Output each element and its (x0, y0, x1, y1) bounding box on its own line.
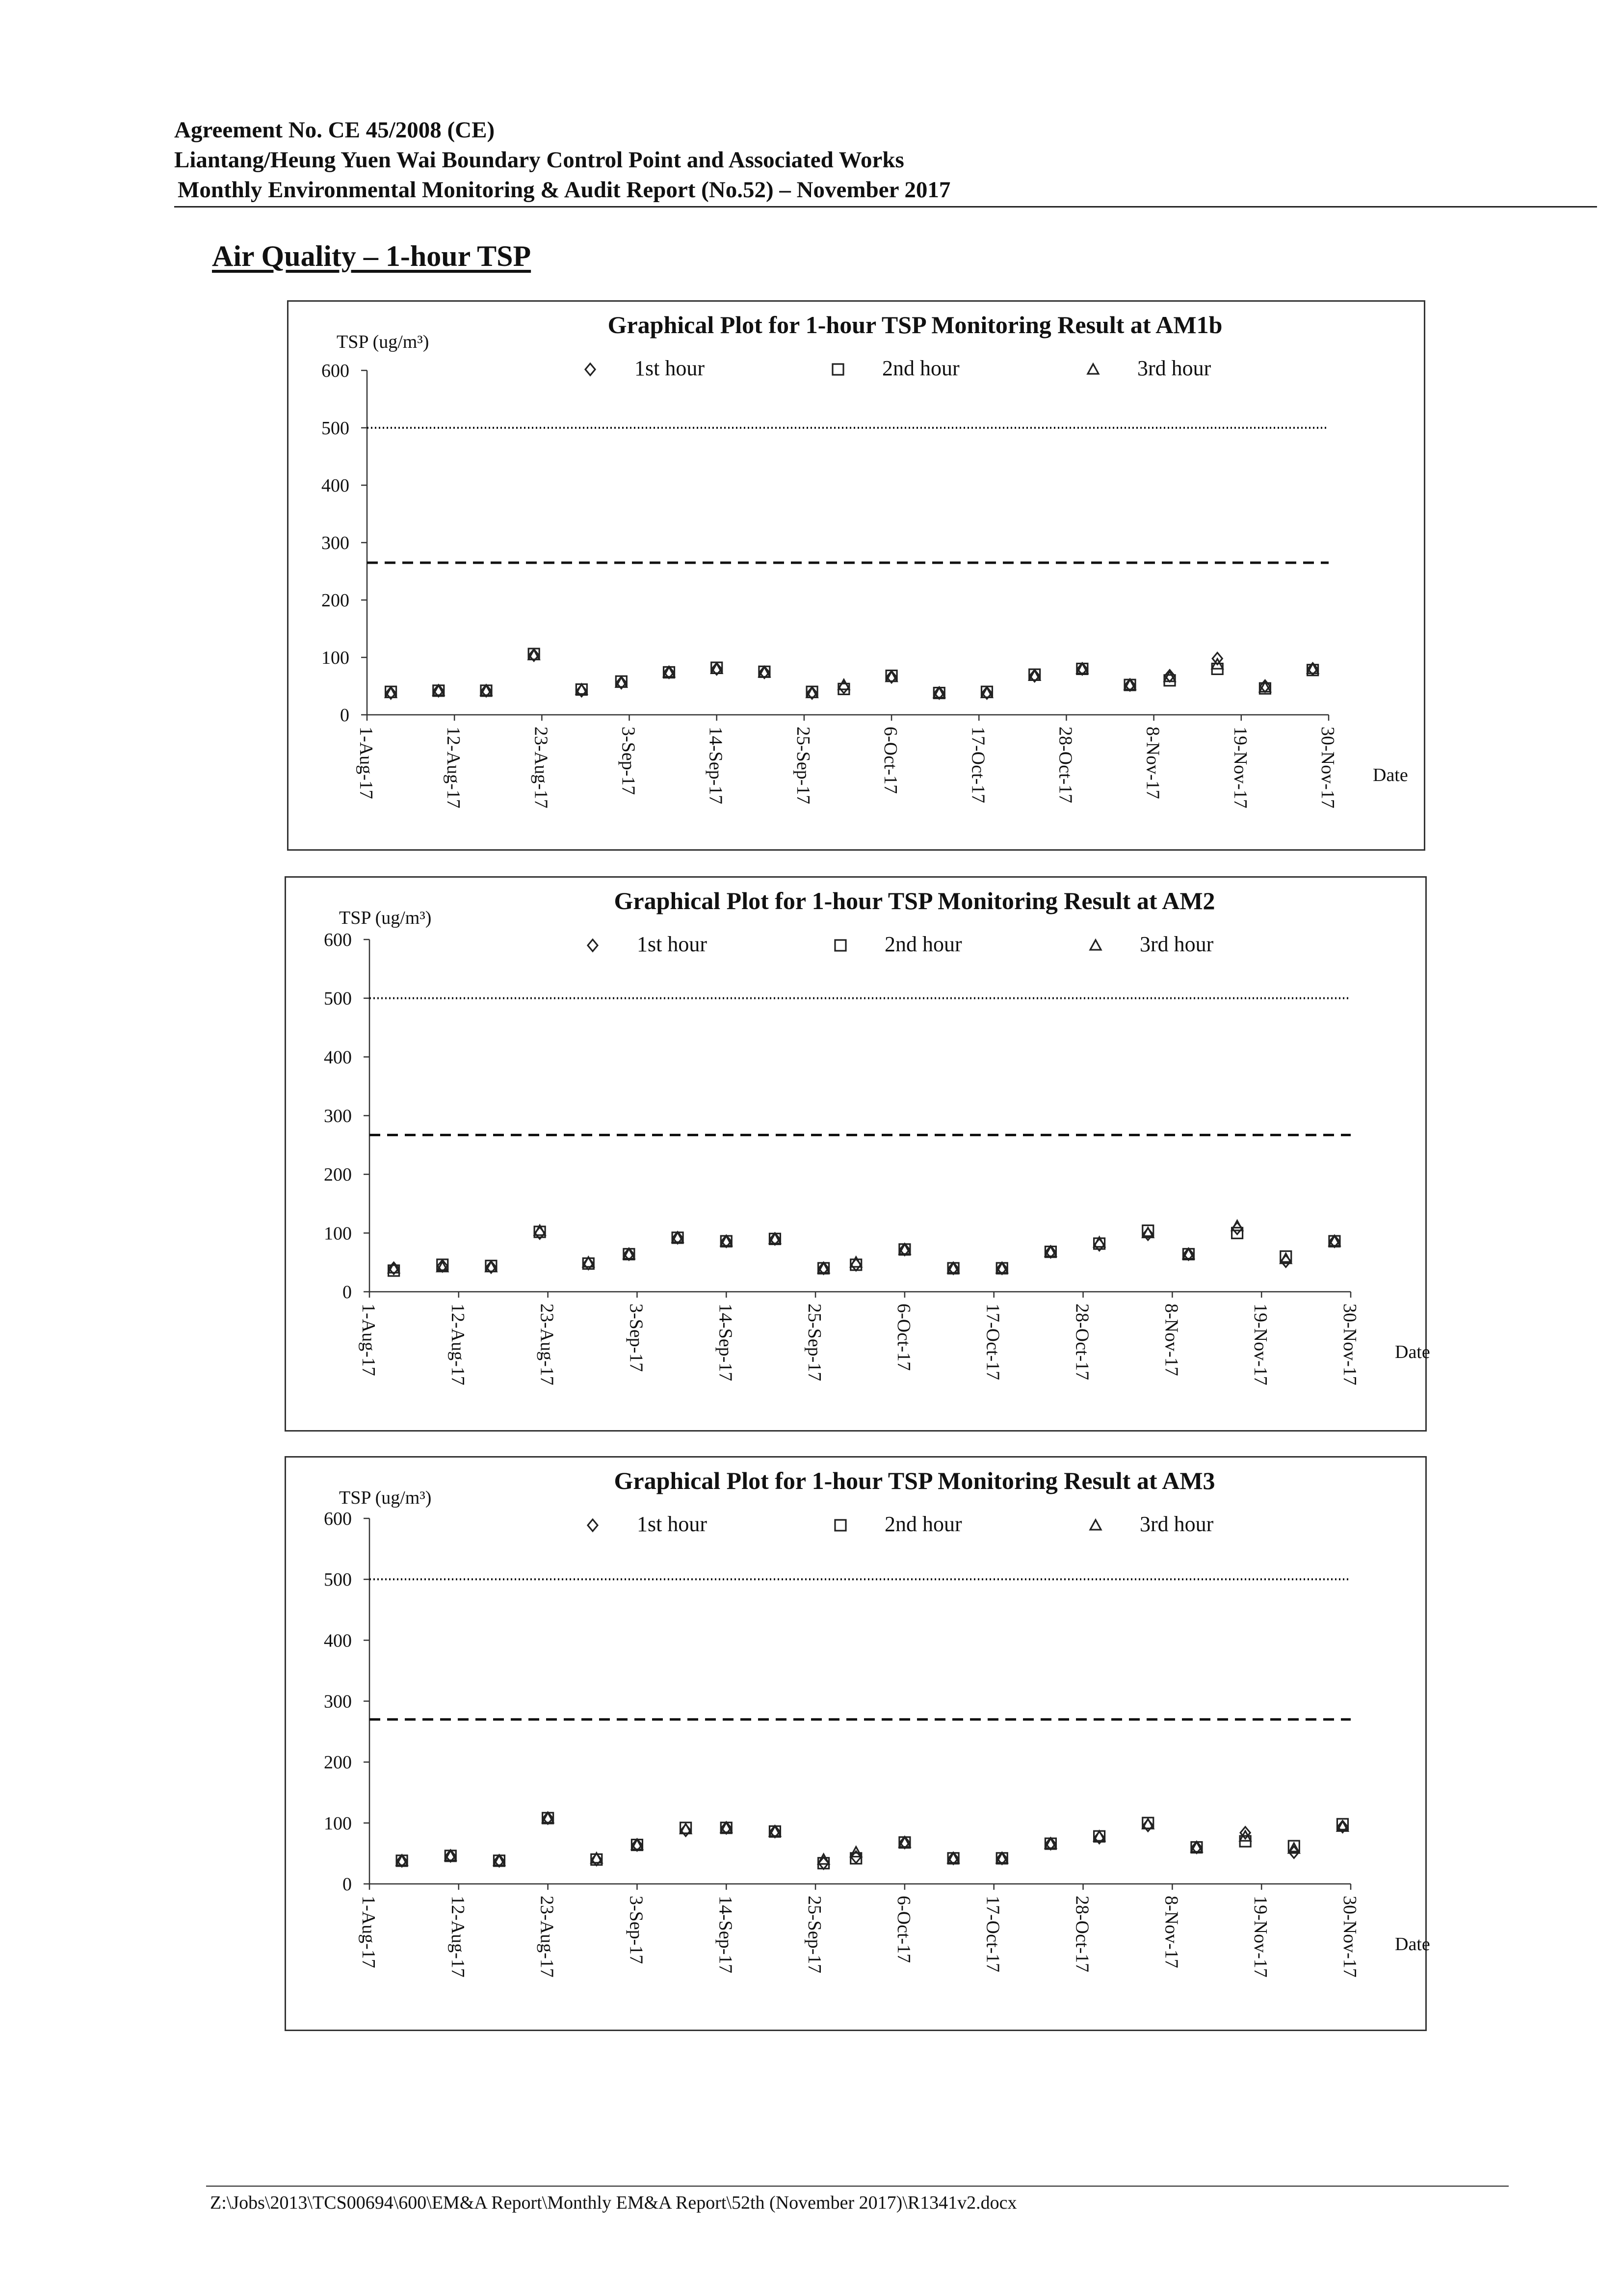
legend-label: 3rd hour (1140, 1512, 1214, 1536)
x-tick-label: 23-Aug-17 (536, 1896, 557, 1978)
x-tick-label: 6-Oct-17 (893, 1304, 914, 1371)
x-tick-label: 3-Sep-17 (626, 1896, 647, 1964)
chart-am3 (286, 1458, 1430, 2030)
x-axis-label: Date (1395, 1342, 1430, 1362)
x-tick-label: 14-Sep-17 (715, 1304, 736, 1382)
x-tick-label: 19-Nov-17 (1250, 1896, 1271, 1978)
data-point-triangle (818, 1854, 829, 1864)
y-tick-label: 400 (324, 1047, 352, 1068)
x-tick-label: 25-Sep-17 (804, 1896, 825, 1974)
y-tick-label: 200 (324, 1752, 352, 1773)
x-tick-label: 25-Sep-17 (804, 1304, 825, 1382)
legend-diamond-icon (588, 1519, 598, 1531)
legend-triangle-icon (1090, 940, 1101, 950)
legend-triangle-icon (1090, 1520, 1101, 1530)
y-tick-label: 300 (324, 1106, 352, 1126)
x-tick-label: 19-Nov-17 (1250, 1304, 1271, 1385)
x-tick-label: 3-Sep-17 (626, 1304, 647, 1372)
x-tick-label: 6-Oct-17 (880, 727, 901, 794)
legend-triangle-icon (1088, 364, 1099, 374)
x-tick-label: 1-Aug-17 (358, 1304, 379, 1376)
x-tick-label: 1-Aug-17 (356, 727, 376, 799)
x-tick-label: 8-Nov-17 (1142, 727, 1163, 799)
y-axis-label: TSP (ug/m³) (339, 908, 432, 928)
data-point-triangle (838, 679, 849, 689)
footer-file-path: Z:\Jobs\2013\TCS00694\600\EM&A Report\Monthly EM&A Report\52th (November 2017)\R1341v2.docx (210, 2192, 1017, 2213)
x-axis-label: Date (1395, 1934, 1430, 1955)
footer-rule (206, 2186, 1509, 2187)
chart-title: Graphical Plot for 1-hour TSP Monitoring Result at AM3 (614, 1467, 1215, 1494)
x-tick-label: 28-Oct-17 (1072, 1896, 1093, 1973)
legend-label: 2nd hour (885, 932, 962, 956)
chart-panel-am2 (285, 876, 1430, 1432)
x-tick-label: 25-Sep-17 (792, 727, 813, 805)
y-tick-label: 100 (324, 1813, 352, 1834)
report-line: Monthly Environmental Monitoring & Audit Report (No.52) – November 2017 (178, 177, 951, 203)
legend-label: 1st hour (637, 1512, 707, 1536)
y-tick-label: 0 (340, 705, 349, 726)
x-tick-label: 30-Nov-17 (1339, 1304, 1360, 1385)
y-tick-label: 500 (324, 1569, 352, 1591)
y-axis-label: TSP (ug/m³) (339, 1487, 432, 1508)
header-rule (174, 206, 1597, 208)
legend-label: 1st hour (637, 932, 707, 956)
legend-square-icon (833, 364, 843, 375)
y-tick-label: 200 (321, 590, 349, 611)
legend-label: 2nd hour (882, 356, 960, 380)
legend-label: 1st hour (634, 356, 705, 380)
x-tick-label: 1-Aug-17 (358, 1896, 379, 1968)
x-tick-label: 17-Oct-17 (982, 1304, 1003, 1381)
chart-title: Graphical Plot for 1-hour TSP Monitoring Result at AM2 (614, 887, 1215, 914)
project-line: Liantang/Heung Yuen Wai Boundary Control Point and Associated Works (174, 147, 904, 173)
x-tick-label: 14-Sep-17 (705, 727, 726, 805)
y-tick-label: 400 (324, 1630, 352, 1651)
x-tick-label: 14-Sep-17 (715, 1896, 736, 1974)
chart-title: Graphical Plot for 1-hour TSP Monitoring Result at AM1b (607, 311, 1223, 339)
y-tick-label: 600 (321, 361, 349, 381)
section-title: Air Quality – 1-hour TSP (212, 240, 531, 272)
y-axis-label: TSP (ug/m³) (337, 332, 429, 352)
x-tick-label: 23-Aug-17 (530, 727, 551, 809)
chart-am1b (288, 302, 1424, 849)
legend-label: 2nd hour (885, 1512, 962, 1536)
y-tick-label: 600 (324, 1509, 352, 1529)
y-tick-label: 100 (321, 648, 349, 668)
x-tick-label: 8-Nov-17 (1161, 1304, 1182, 1376)
x-tick-label: 30-Nov-17 (1339, 1896, 1360, 1978)
chart-am2 (286, 878, 1430, 1430)
x-tick-label: 12-Aug-17 (443, 727, 464, 809)
x-tick-label: 28-Oct-17 (1055, 727, 1076, 804)
agreement-line: Agreement No. CE 45/2008 (CE) (174, 117, 495, 143)
y-tick-label: 300 (324, 1691, 352, 1712)
legend-diamond-icon (585, 364, 595, 375)
chart-panel-am3 (285, 1456, 1430, 2031)
x-tick-label: 30-Nov-17 (1317, 727, 1338, 809)
x-tick-label: 8-Nov-17 (1161, 1896, 1182, 1968)
x-tick-label: 12-Aug-17 (447, 1304, 468, 1385)
x-tick-label: 12-Aug-17 (447, 1896, 468, 1978)
y-tick-label: 400 (321, 475, 349, 496)
legend-label: 3rd hour (1140, 932, 1214, 956)
x-tick-label: 3-Sep-17 (618, 727, 639, 795)
x-tick-label: 6-Oct-17 (893, 1896, 914, 1963)
x-tick-label: 17-Oct-17 (968, 727, 989, 804)
data-point-triangle (851, 1257, 862, 1267)
x-tick-label: 28-Oct-17 (1072, 1304, 1093, 1381)
y-tick-label: 0 (342, 1874, 352, 1895)
y-tick-label: 500 (324, 988, 352, 1009)
legend-square-icon (835, 940, 846, 951)
chart-panel-am1b (287, 300, 1425, 851)
y-tick-label: 100 (324, 1223, 352, 1244)
y-tick-label: 0 (342, 1282, 352, 1303)
x-tick-label: 17-Oct-17 (982, 1896, 1003, 1973)
y-tick-label: 600 (324, 930, 352, 950)
legend-square-icon (835, 1520, 846, 1531)
y-tick-label: 200 (324, 1164, 352, 1185)
x-tick-label: 19-Nov-17 (1230, 727, 1251, 809)
legend-label: 3rd hour (1137, 356, 1211, 380)
data-point-triangle (1232, 1221, 1243, 1230)
x-tick-label: 23-Aug-17 (536, 1304, 557, 1385)
x-axis-label: Date (1373, 765, 1408, 785)
y-tick-label: 300 (321, 533, 349, 553)
legend-diamond-icon (588, 939, 598, 951)
y-tick-label: 500 (321, 418, 349, 439)
